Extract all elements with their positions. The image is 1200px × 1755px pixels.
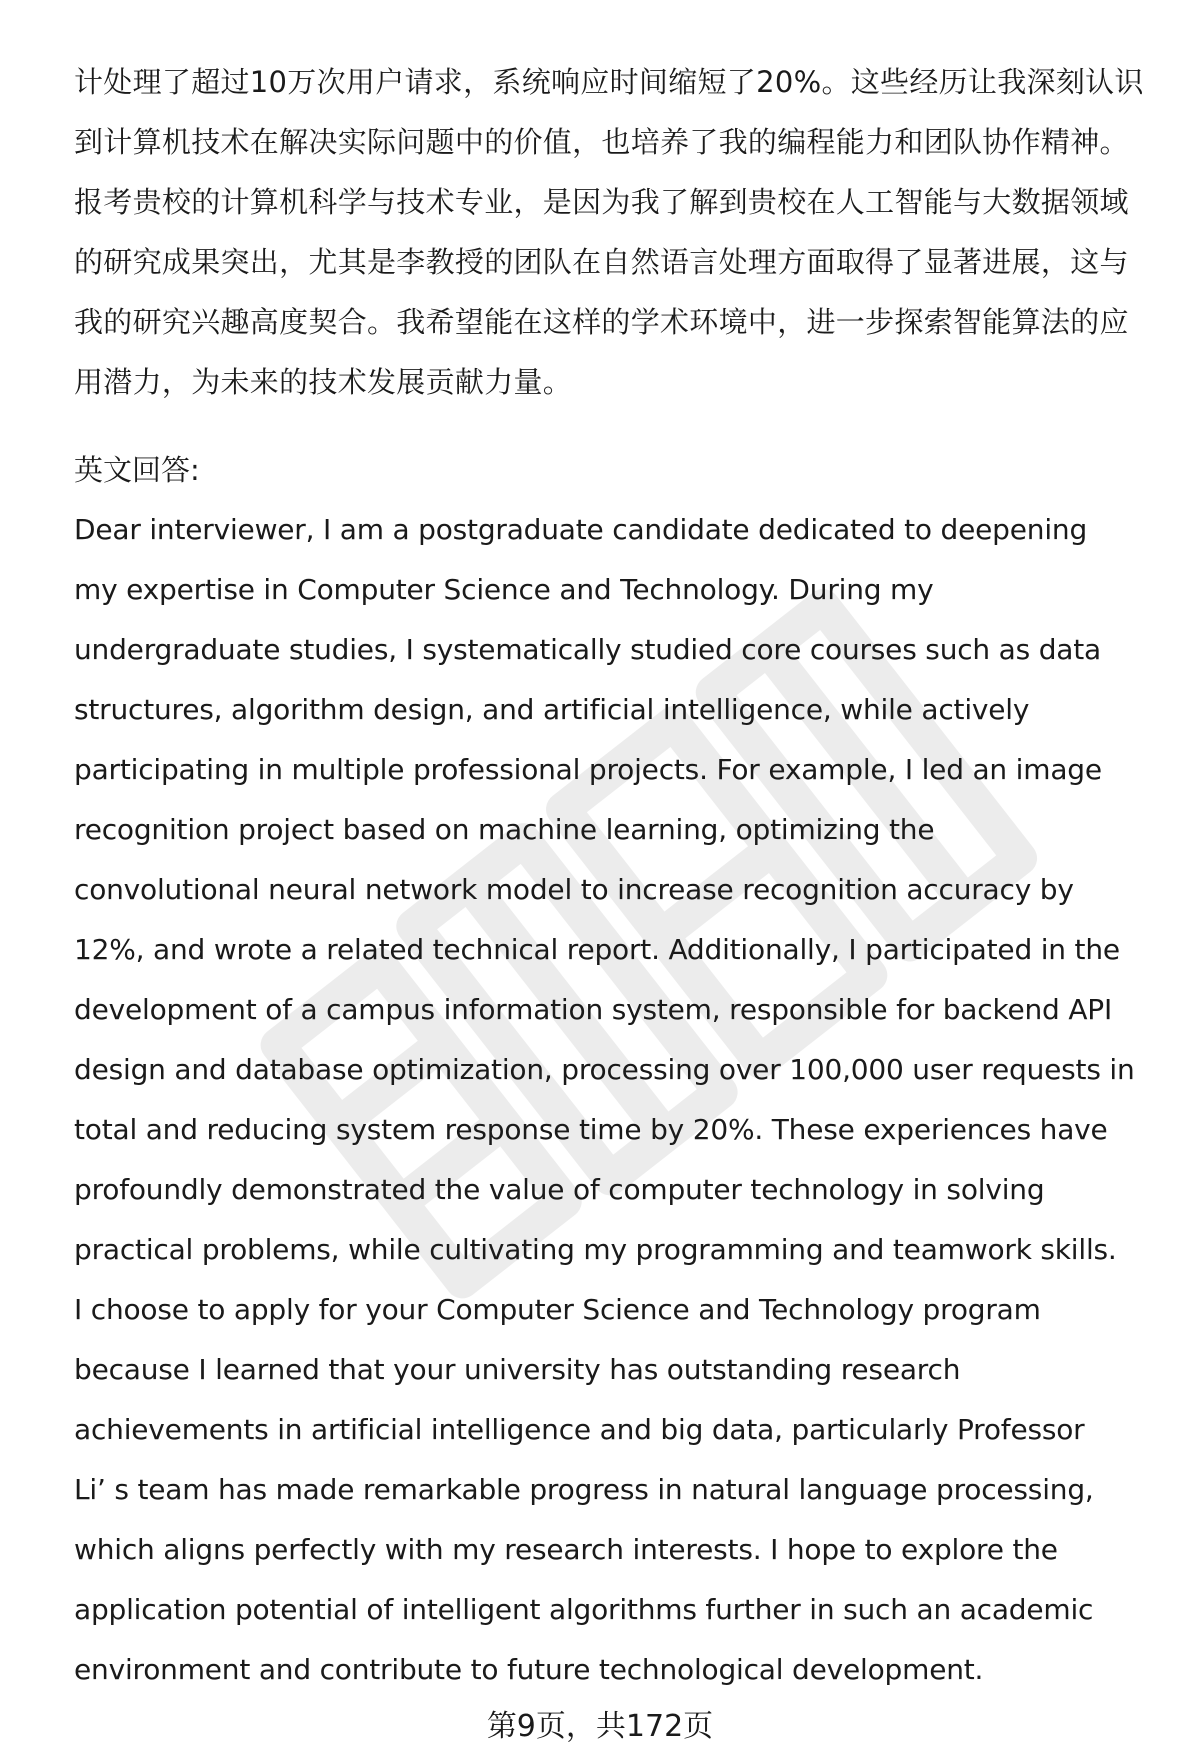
text-line: 我的研究兴趣高度契合。我希望能在这样的学术环境中，进一步探索智能算法的应: [74, 305, 1129, 339]
text-line: recognition project based on machine learning, optimizing the: [74, 813, 935, 846]
text-line: 12%, and wrote a related technical report. Additionally, I participated in the: [74, 933, 1120, 966]
page-number-footer: 第9页，共172页: [486, 1709, 714, 1744]
text-line: 到计算机技术在解决实际问题中的价值，也培养了我的编程能力和团队协作精神。: [74, 125, 1129, 159]
text-line: practical problems, while cultivating my programming and teamwork skills.: [74, 1233, 1117, 1266]
english-paragraph: [74, 500, 1154, 1700]
text-line: 计处理了超过10万次用户请求，系统响应时间缩短了20%。这些经历让我深刻认识: [74, 65, 1144, 99]
text-line: structures, algorithm design, and artificial intelligence, while actively: [74, 693, 1030, 726]
text-line: total and reducing system response time by 20%. These experiences have: [74, 1113, 1108, 1146]
text-line: 的研究成果突出，尤其是李教授的团队在自然语言处理方面取得了显著进展，这与: [74, 245, 1129, 279]
text-line: convolutional neural network model to increase recognition accuracy by: [74, 873, 1074, 906]
text-line: application potential of intelligent algorithms further in such an academic: [74, 1593, 1094, 1626]
text-line: which aligns perfectly with my research interests. I hope to explore the: [74, 1533, 1058, 1566]
text-line: environment and contribute to future technological development.: [74, 1653, 984, 1686]
text-line: profoundly demonstrated the value of computer technology in solving: [74, 1173, 1045, 1206]
text-line: I choose to apply for your Computer Science and Technology program: [74, 1293, 1041, 1326]
text-line: Dear interviewer, I am a postgraduate candidate dedicated to deepening: [74, 513, 1088, 546]
text-line: development of a campus information system, responsible for backend API: [74, 993, 1113, 1026]
text-line: design and database optimization, processing over 100,000 user requests in: [74, 1053, 1135, 1086]
text-line: because I learned that your university has outstanding research: [74, 1353, 961, 1386]
text-line: 报考贵校的计算机科学与技术专业，是因为我了解到贵校在人工智能与大数据领域: [74, 185, 1129, 219]
text-line: Li’ s team has made remarkable progress in natural language processing,: [74, 1473, 1094, 1506]
text-line: participating in multiple professional projects. For example, I led an image: [74, 753, 1102, 786]
text-line: 用潜力，为未来的技术发展贡献力量。: [74, 365, 573, 399]
english-answer-heading: 英文回答:: [74, 453, 200, 487]
page-content: [74, 52, 1154, 1700]
text-line: undergraduate studies, I systematically studied core courses such as data: [74, 633, 1101, 666]
text-line: achievements in artificial intelligence and big data, particularly Professor: [74, 1413, 1085, 1446]
text-line: my expertise in Computer Science and Technology. During my: [74, 573, 934, 606]
chinese-paragraph: [74, 52, 1154, 412]
